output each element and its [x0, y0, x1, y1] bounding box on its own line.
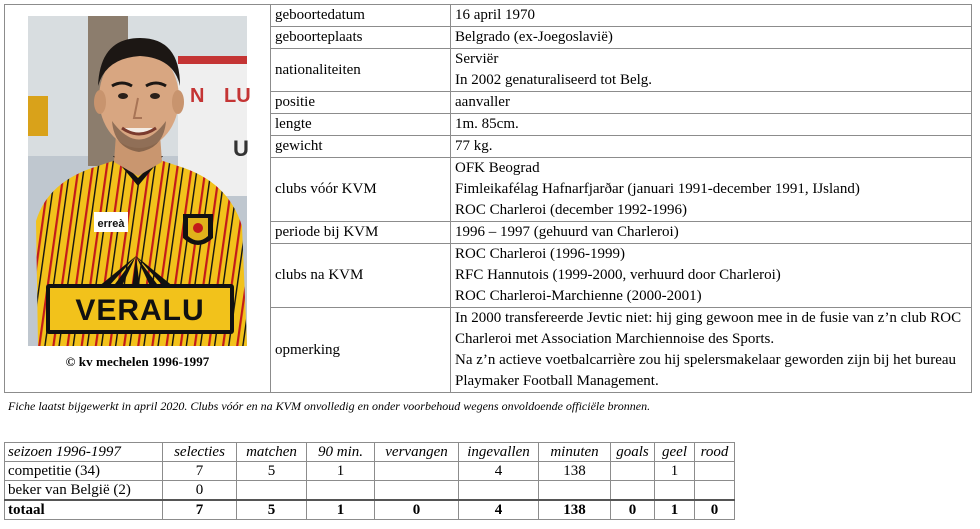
profile-label: periode bij KVM — [271, 222, 451, 244]
profile-value-line: 1996 – 1997 (gehuurd van Charleroi) — [455, 224, 679, 240]
stats-cell — [611, 481, 655, 501]
svg-text:erreà: erreà — [97, 218, 125, 230]
svg-text:VERALU: VERALU — [75, 294, 205, 327]
profile-label: geboortedatum — [271, 5, 451, 27]
stats-cell: 0 — [695, 500, 735, 520]
stats-cell: 7 — [163, 500, 237, 520]
stats-cell — [611, 462, 655, 481]
profile-value-line: In 2002 genaturaliseerd tot Belg. — [455, 72, 653, 88]
stats-row — [5, 462, 735, 481]
profile-value-line: Serviër — [455, 51, 499, 67]
photo-caption: © kv mechelen 1996-1997 — [65, 354, 210, 369]
stats-cell: 4 — [459, 462, 539, 481]
stats-cell — [695, 481, 735, 501]
profile-table — [4, 4, 972, 393]
profile-value — [451, 5, 972, 27]
photo-cell — [5, 5, 271, 393]
stats-cell: 7 — [163, 462, 237, 481]
profile-value-line: ROC Charleroi (december 1992-1996) — [455, 202, 688, 218]
stats-cell — [307, 481, 375, 501]
stats-cell: seizoen 1996-1997 — [5, 443, 163, 462]
profile-value-line: 16 april 1970 — [455, 7, 535, 23]
stats-cell: matchen — [237, 443, 307, 462]
stats-cell: 0 — [163, 481, 237, 501]
stats-cell — [695, 462, 735, 481]
profile-label: geboorteplaats — [271, 27, 451, 49]
stats-cell: 138 — [539, 500, 611, 520]
stats-cell: 1 — [655, 462, 695, 481]
profile-value-line: ROC Charleroi-Marchienne (2000-2001) — [455, 288, 702, 304]
profile-value — [451, 158, 972, 222]
stats-cell — [237, 481, 307, 501]
stats-cell: 1 — [307, 500, 375, 520]
stats-cell: geel — [655, 443, 695, 462]
stats-cell: 5 — [237, 500, 307, 520]
profile-value-line: 77 kg. — [455, 138, 493, 154]
profile-value-line: Na z’n actieve voetbalcarrière zou hij spelersmakelaar geworden zijn bij het bureau Playmaker Football Management. — [455, 352, 957, 389]
stats-cell — [375, 481, 459, 501]
stats-cell: totaal — [5, 500, 163, 520]
profile-value — [451, 49, 972, 92]
stats-cell — [539, 481, 611, 501]
profile-value-line: Belgrado (ex-Joegoslavië) — [455, 29, 613, 45]
stats-cell: 90 min. — [307, 443, 375, 462]
profile-value-line: 1m. 85cm. — [455, 116, 519, 132]
profile-value-line: aanvaller — [455, 94, 510, 110]
stats-cell — [375, 462, 459, 481]
stats-cell: 5 — [237, 462, 307, 481]
profile-label: opmerking — [271, 308, 451, 393]
stats-cell: minuten — [539, 443, 611, 462]
profile-value-line: ROC Charleroi (1996-1999) — [455, 246, 625, 262]
profile-value — [451, 308, 972, 393]
svg-text:LU: LU — [224, 85, 251, 107]
profile-value — [451, 92, 972, 114]
stats-cell: goals — [611, 443, 655, 462]
stats-cell: 1 — [655, 500, 695, 520]
stats-header-row — [5, 443, 735, 462]
profile-label: nationaliteiten — [271, 49, 451, 92]
stats-cell: beker van België (2) — [5, 481, 163, 501]
stats-cell: 1 — [307, 462, 375, 481]
stats-row — [5, 481, 735, 501]
stats-cell: competitie (34) — [5, 462, 163, 481]
profile-label: positie — [271, 92, 451, 114]
profile-label: clubs vóór KVM — [271, 158, 451, 222]
stats-table — [4, 442, 735, 520]
stats-cell: 4 — [459, 500, 539, 520]
stats-cell: ingevallen — [459, 443, 539, 462]
profile-value — [451, 136, 972, 158]
profile-value-line: Fimleikafélag Hafnarfjarðar (januari 1991-december 1991, IJsland) — [455, 181, 860, 197]
profile-value-line: In 2000 transfereerde Jevtic niet: hij ging gewoon mee in de fusie van z’n club ROC Charleroi met Association Marchiennoise des Sports. — [455, 310, 962, 347]
player-photo — [28, 16, 251, 346]
stats-cell: selecties — [163, 443, 237, 462]
stats-cell: 0 — [375, 500, 459, 520]
stats-cell — [459, 481, 539, 501]
stats-cell: 138 — [539, 462, 611, 481]
svg-text:U: U — [233, 136, 249, 161]
update-note: Fiche laatst bijgewerkt in april 2020. Clubs vóór en na KVM onvolledig en onder voorbehoud wegens onvoldoende officiële bronnen. — [8, 399, 651, 413]
svg-text:N: N — [190, 85, 205, 107]
profile-label: gewicht — [271, 136, 451, 158]
profile-value — [451, 114, 972, 136]
profile-value-line: OFK Beograd — [455, 160, 540, 176]
profile-value-line: RFC Hannutois (1999-2000, verhuurd door Charleroi) — [455, 267, 781, 283]
profile-row — [5, 5, 972, 27]
stats-cell: vervangen — [375, 443, 459, 462]
profile-value — [451, 222, 972, 244]
stats-cell: 0 — [611, 500, 655, 520]
stats-cell: rood — [695, 443, 735, 462]
profile-value — [451, 27, 972, 49]
profile-label: clubs na KVM — [271, 244, 451, 308]
stats-total-row — [5, 500, 735, 520]
profile-value — [451, 244, 972, 308]
stats-cell — [655, 481, 695, 501]
profile-label: lengte — [271, 114, 451, 136]
